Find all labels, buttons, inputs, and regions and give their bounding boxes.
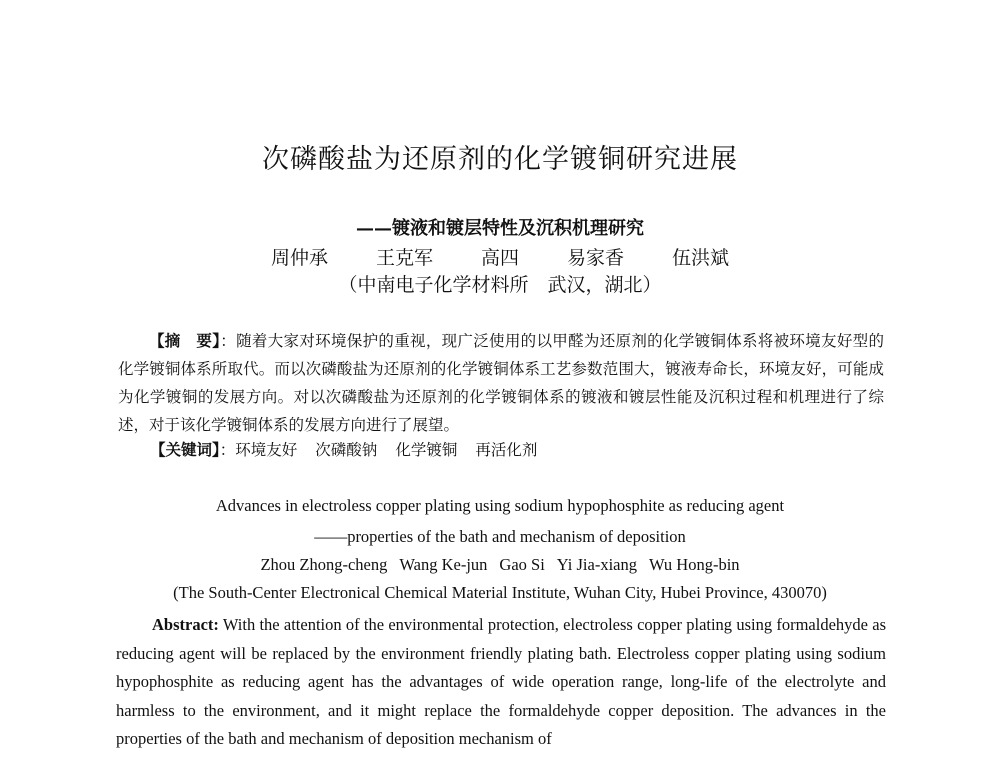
author-name: Gao Si: [499, 555, 545, 574]
abstract-text-zh: ：随着大家对环境保护的重视，现广泛使用的以甲醛为还原剂的化学镀铜体系将被环境友好型的化学镀铜体系所取代。而以次磷酸盐为还原剂的化学镀铜体系工艺参数范围大，镀液寿命长，环境友好，可能成为化学镀铜的发展方向。对以次磷酸盐为还原剂的化学镀铜体系的镀液和镀层性能及沉积过程和机理进行了综述，对于该化学镀铜体系的发展方向进行了展望。: [118, 332, 884, 434]
keywords-separator: ：: [219, 441, 236, 459]
paper-title-en: Advances in electroless copper plating using sodium hypophosphite as reducing agent: [215, 496, 785, 515]
affiliation-en: (The South-Center Electronical Chemical Material Institute, Wuhan City, Hubei Province, 430070): [173, 583, 827, 602]
author-list-zh: [0, 243, 1000, 270]
author-name: 高四: [480, 247, 519, 269]
author-name: 易家香: [567, 247, 625, 269]
affiliation-zh: （中南电子化学材料所 武汉，湖北）: [338, 274, 662, 296]
abstract-label-en: Abstract:: [152, 615, 219, 634]
keyword: 次磷酸钠: [315, 441, 378, 459]
abstract-en: [116, 611, 886, 754]
paper-title-zh: 次磷酸盐为还原剂的化学镀铜研究进展: [262, 144, 738, 175]
author-name: Wang Ke-jun: [399, 555, 488, 574]
keyword: 化学镀铜: [395, 441, 458, 459]
author-name: Zhou Zhong-cheng: [260, 555, 388, 574]
paper-subtitle-en: ——properties of the bath and mechanism of deposition: [314, 527, 686, 546]
author-list-en: [0, 555, 1000, 575]
author-name: Wu Hong-bin: [649, 555, 740, 574]
abstract-text-en: With the attention of the environmental protection, electroless copper plating using formaldehyde as reducing agent will be replaced by the environment friendly plating bath. Electroless copper plating using sodium hypophosphite as reducing agent has the advantages of wide operation range, long-life of the electrolyte and harmless to the environment, and it might replace the formaldehyde copper deposition. The advances in the properties of the bath and mechanism of deposition mechanism of: [116, 615, 886, 748]
keyword: 再活化剂: [475, 441, 538, 459]
author-name: Yi Jia-xiang: [556, 555, 637, 574]
paper-subtitle-zh: ——镀液和镀层特性及沉积机理研究: [356, 218, 644, 239]
author-name: 王克军: [375, 247, 433, 269]
author-name: 周仲承: [270, 247, 328, 269]
author-name: 伍洪斌: [672, 247, 730, 269]
keywords-zh: [150, 438, 555, 460]
abstract-zh: [118, 327, 884, 439]
keywords-label-zh: 【关键词】: [150, 440, 220, 459]
abstract-label-zh: 【摘 要】: [149, 331, 221, 350]
keyword: 环境友好: [235, 441, 298, 459]
